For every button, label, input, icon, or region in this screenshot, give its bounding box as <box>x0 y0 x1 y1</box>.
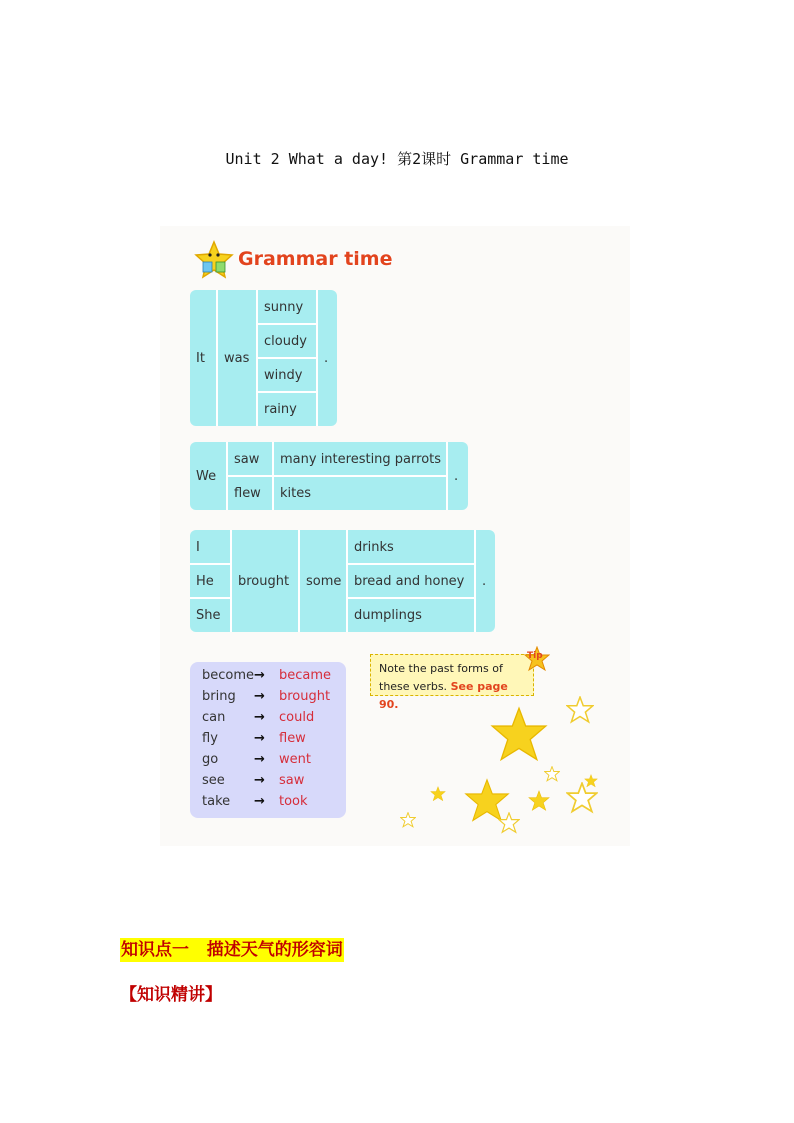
sentence-table-brought <box>190 530 495 632</box>
tip-see-page-link: See page 90. <box>379 680 508 711</box>
verb-past: took <box>279 794 308 809</box>
divider <box>190 597 230 599</box>
arrow-icon: → <box>254 689 265 704</box>
table-cell-object: kites <box>280 485 312 501</box>
table-cell-object: many interesting parrots <box>280 451 442 467</box>
verb-past: saw <box>279 773 305 788</box>
table-cell-option: cloudy <box>264 333 307 349</box>
verb-base: bring <box>202 689 236 704</box>
table-cell-verb: saw <box>234 451 260 467</box>
star-mascot-icon <box>194 240 234 280</box>
tip-note <box>370 654 534 711</box>
table-cell-option: sunny <box>264 299 304 315</box>
verb-past: brought <box>279 689 331 704</box>
table-cell-quantifier: some <box>306 573 342 589</box>
document-title: Unit 2 What a day! 第2课时 Grammar time <box>225 150 569 168</box>
verb-past: became <box>279 668 332 683</box>
tip-badge-label: Tip <box>527 651 543 661</box>
star-outline-icon <box>566 782 598 814</box>
verb-base: become <box>202 668 255 683</box>
arrow-icon: → <box>254 731 265 746</box>
verb-base: go <box>202 752 219 767</box>
past-forms-box <box>190 662 346 818</box>
knowledge-subheading: 【知识精讲】 <box>120 985 222 1005</box>
table-cell-subject: I <box>196 539 200 555</box>
verb-base: take <box>202 794 231 809</box>
tip-badge <box>524 646 550 672</box>
table-cell-subject: It <box>196 350 205 366</box>
table-cell-subject: He <box>196 573 214 589</box>
arrow-icon: → <box>254 794 265 809</box>
verb-base: see <box>202 773 225 788</box>
table-cell-period: . <box>324 350 329 366</box>
verb-past: flew <box>279 731 306 746</box>
star-outline-icon <box>498 812 520 834</box>
grammar-time-title: Grammar time <box>238 248 393 270</box>
table-cell-period: . <box>482 573 487 589</box>
star-decoration-icon <box>430 786 446 802</box>
arrow-icon: → <box>254 773 265 788</box>
table-cell-subject: We <box>196 468 217 484</box>
star-decoration-icon <box>490 706 548 764</box>
table-cell-object: bread and honey <box>354 573 465 589</box>
table-cell-option: windy <box>264 367 303 383</box>
tip-text: Note the past forms of these verbs. <box>379 662 503 693</box>
verb-past: could <box>279 710 315 725</box>
arrow-icon: → <box>254 668 265 683</box>
table-cell-object: dumplings <box>354 607 422 623</box>
table-cell-verb: was <box>224 350 250 366</box>
verb-past: went <box>279 752 311 767</box>
arrow-icon: → <box>254 752 265 767</box>
star-outline-icon <box>544 766 560 782</box>
sentence-table-weather <box>190 290 337 426</box>
table-cell-option: rainy <box>264 401 297 417</box>
table-cell-subject: She <box>196 607 221 623</box>
sentence-table-we <box>190 442 468 510</box>
divider <box>190 563 230 565</box>
table-cell-object: drinks <box>354 539 394 555</box>
verb-base: fly <box>202 731 218 746</box>
knowledge-point-heading: 知识点一 描述天气的形容词 <box>121 940 343 960</box>
table-cell-verb: flew <box>234 485 261 501</box>
verb-base: can <box>202 710 226 725</box>
table-cell-verb: brought <box>238 573 290 589</box>
table-cell-period: . <box>454 468 459 484</box>
star-outline-icon <box>400 812 416 828</box>
grammar-time-image <box>160 226 630 846</box>
divider <box>228 475 446 477</box>
star-outline-icon <box>566 696 594 724</box>
arrow-icon: → <box>254 710 265 725</box>
star-decoration-icon <box>528 790 550 812</box>
